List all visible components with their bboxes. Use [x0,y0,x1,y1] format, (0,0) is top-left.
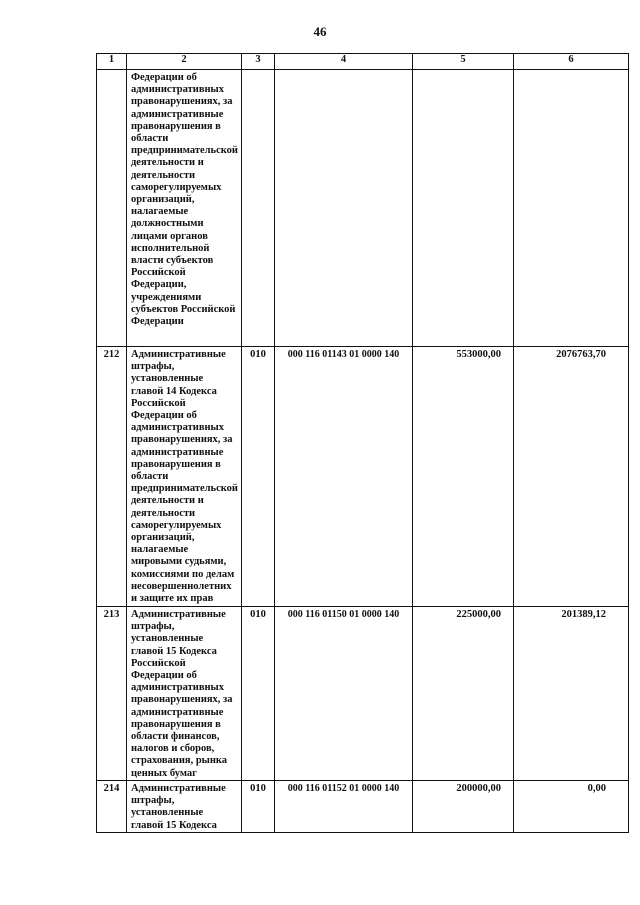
row-number: 212 [97,347,127,607]
column-header-3: 3 [242,54,275,70]
row-fact: 0,00 [514,781,629,833]
row-code: 010 [242,347,275,607]
header-row [97,54,629,70]
row-fact: 201389,12 [514,607,629,781]
table-row [97,347,629,607]
column-header-2: 2 [127,54,242,70]
row-code: 010 [242,781,275,833]
row-plan: 553000,00 [413,347,514,607]
table-row [97,781,629,833]
row-plan: 200000,00 [413,781,514,833]
row-kbk: 000 116 01143 01 0000 140 [275,347,413,607]
column-header-4: 4 [275,54,413,70]
column-header-6: 6 [514,54,629,70]
row-description: Административные штрафы, установленные главой 14 Кодекса Российской Федерации об административных правонарушениях, за административные правонарушения в области предпринимательской деятельности и деятельности саморегулируемых организаций, налагаемые мировыми судьями, комиссиями по делам несовершеннолетних и защите их прав [127,347,242,607]
row-plan [413,70,514,347]
column-header-1: 1 [97,54,127,70]
row-kbk: 000 116 01150 01 0000 140 [275,607,413,781]
row-number: 214 [97,781,127,833]
row-kbk: 000 116 01152 01 0000 140 [275,781,413,833]
page-number: 46 [313,24,327,39]
row-plan: 225000,00 [413,607,514,781]
row-description: Административные штрафы, установленные главой 15 Кодекса Российской Федерации об административных правонарушениях, за административные правонарушения в области финансов, налогов и сборов, страхования, рынка ценных бумаг [127,607,242,781]
row-kbk [275,70,413,347]
row-fact [514,70,629,347]
row-description: Федерации об административных правонарушениях, за административные правонарушения в области предпринимательской деятельности и деятельности саморегулируемых организаций, налагаемые должностными лицами органов исполнительной власти субъектов Российской Федерации, учреждениями субъектов Российской Федерации [127,70,242,347]
row-fact: 2076763,70 [514,347,629,607]
row-number: 213 [97,607,127,781]
budget-table [96,53,629,833]
column-header-5: 5 [413,54,514,70]
table-row [97,70,629,347]
row-code [242,70,275,347]
row-description: Административные штрафы, установленные главой 15 Кодекса [127,781,242,833]
row-number [97,70,127,347]
row-code: 010 [242,607,275,781]
table-row [97,607,629,781]
